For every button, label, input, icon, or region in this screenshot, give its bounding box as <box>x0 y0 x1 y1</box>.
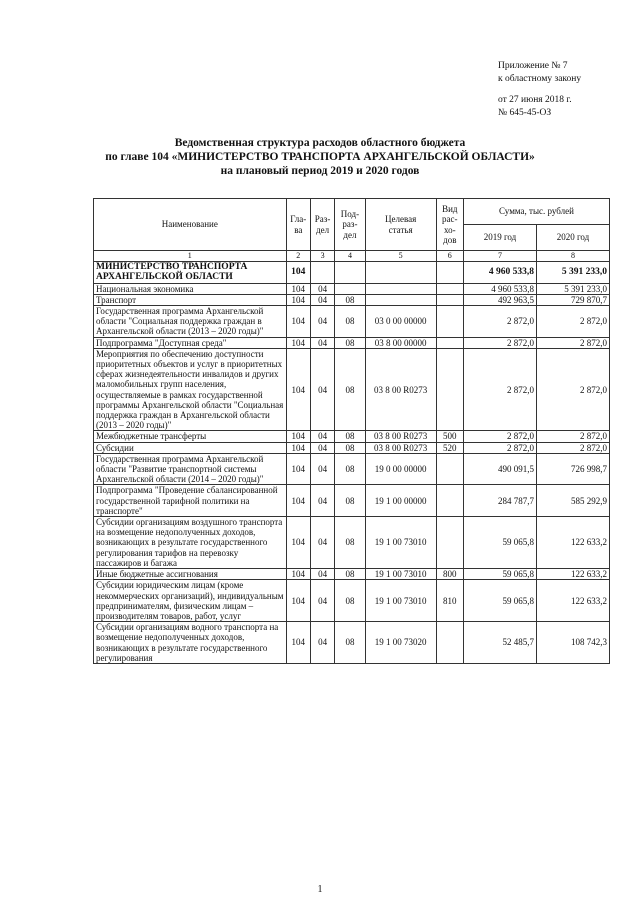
cell-glava: 104 <box>286 453 310 485</box>
cell-target: 03 8 00 R0273 <box>365 431 436 442</box>
cell-podrazdel: 08 <box>335 580 365 622</box>
header-podrazdel: Под- раз- дел <box>335 199 365 251</box>
cell-razdel <box>310 262 334 283</box>
cell-glava: 104 <box>286 580 310 622</box>
header-2020: 2020 год <box>536 225 609 251</box>
cell-glava: 104 <box>286 337 310 348</box>
index-cell: 5 <box>365 251 436 262</box>
cell-name: Подпрограмма "Проведение сбалансированной государственной тарифной политики на транспорте" <box>94 485 287 517</box>
table-row <box>94 337 610 348</box>
cell-name: Подпрограмма "Доступная среда" <box>94 337 287 348</box>
cell-razdel: 04 <box>310 485 334 517</box>
cell-name: Государственная программа Архангельской области "Социальная поддержка граждан в Архангельской области (2013 – 2020 годы)" <box>94 306 287 338</box>
header-2019: 2019 год <box>463 225 536 251</box>
cell-razdel: 04 <box>310 517 334 569</box>
cell-name: Государственная программа Архангельской области "Развитие транспортной системы Архангельской области (2014 – 2020 годы)" <box>94 453 287 485</box>
index-cell: 7 <box>463 251 536 262</box>
cell-y2020: 2 872,0 <box>536 431 609 442</box>
cell-vid <box>436 622 463 664</box>
cell-y2019: 59 065,8 <box>463 517 536 569</box>
header-sum: Сумма, тыс. рублей <box>463 199 609 225</box>
cell-name: Мероприятия по обеспечению доступности приоритетных объектов и услуг в приоритетных сферах жизнедеятельности инвалидов и других маломобильных групп населения, осуществляемые в рамках государственной программы Архангельской области "Социальная поддержка граждан в Архангельской области (2013 – 2020 годы)" <box>94 348 287 431</box>
cell-glava: 104 <box>286 517 310 569</box>
cell-vid <box>436 262 463 283</box>
title-line-2: по главе 104 «МИНИСТЕРСТВО ТРАНСПОРТА АРХАНГЕЛЬСКОЙ ОБЛАСТИ» <box>105 151 535 163</box>
document-title <box>0 136 640 178</box>
cell-podrazdel: 08 <box>335 485 365 517</box>
cell-y2019: 4 960 533,8 <box>463 283 536 294</box>
cell-vid: 520 <box>436 442 463 453</box>
cell-y2019: 2 872,0 <box>463 348 536 431</box>
table-row <box>94 262 610 283</box>
header-glava: Гла- ва <box>286 199 310 251</box>
cell-y2019: 52 485,7 <box>463 622 536 664</box>
title-line-1: Ведомственная структура расходов областного бюджета <box>174 137 466 149</box>
cell-razdel: 04 <box>310 442 334 453</box>
cell-glava: 104 <box>286 569 310 580</box>
cell-name: Межбюджетные трансферты <box>94 431 287 442</box>
header-name: Наименование <box>94 199 287 251</box>
cell-glava: 104 <box>286 442 310 453</box>
cell-podrazdel: 08 <box>335 622 365 664</box>
table-row <box>94 306 610 338</box>
cell-glava: 104 <box>286 306 310 338</box>
cell-name: Транспорт <box>94 294 287 305</box>
cell-target: 03 0 00 00000 <box>365 306 436 338</box>
cell-podrazdel: 08 <box>335 569 365 580</box>
cell-podrazdel: 08 <box>335 453 365 485</box>
cell-razdel: 04 <box>310 431 334 442</box>
cell-vid <box>436 453 463 485</box>
cell-name: МИНИСТЕРСТВО ТРАНСПОРТА АРХАНГЕЛЬСКОЙ ОБЛАСТИ <box>94 262 287 283</box>
table-row <box>94 580 610 622</box>
cell-target: 19 1 00 73010 <box>365 517 436 569</box>
cell-y2019: 59 065,8 <box>463 569 536 580</box>
index-cell: 6 <box>436 251 463 262</box>
cell-y2019: 492 963,5 <box>463 294 536 305</box>
cell-glava: 104 <box>286 485 310 517</box>
cell-name: Субсидии организациям водного транспорта на возмещение недополученных доходов, возникающих в результате государственного регулирования <box>94 622 287 664</box>
cell-y2020: 2 872,0 <box>536 306 609 338</box>
cell-podrazdel: 08 <box>335 337 365 348</box>
cell-podrazdel: 08 <box>335 306 365 338</box>
cell-podrazdel: 08 <box>335 442 365 453</box>
cell-target: 19 1 00 73010 <box>365 580 436 622</box>
cell-target: 03 8 00 00000 <box>365 337 436 348</box>
table-row <box>94 485 610 517</box>
cell-glava: 104 <box>286 294 310 305</box>
cell-vid <box>436 337 463 348</box>
cell-y2020: 122 633,2 <box>536 517 609 569</box>
cell-target: 19 0 00 00000 <box>365 453 436 485</box>
cell-y2019: 490 091,5 <box>463 453 536 485</box>
index-cell: 3 <box>310 251 334 262</box>
title-line-3: на плановый период 2019 и 2020 годов <box>220 165 420 177</box>
cell-target: 19 1 00 00000 <box>365 485 436 517</box>
table-row <box>94 622 610 664</box>
cell-glava: 104 <box>286 262 310 283</box>
cell-razdel: 04 <box>310 283 334 294</box>
cell-vid <box>436 294 463 305</box>
cell-podrazdel: 08 <box>335 517 365 569</box>
cell-target: 03 8 00 R0273 <box>365 348 436 431</box>
page-number: 1 <box>317 884 323 895</box>
cell-y2020: 108 742,3 <box>536 622 609 664</box>
cell-name: Национальная экономика <box>94 283 287 294</box>
cell-podrazdel: 08 <box>335 348 365 431</box>
table-row <box>94 294 610 305</box>
cell-y2020: 2 872,0 <box>536 442 609 453</box>
cell-y2019: 284 787,7 <box>463 485 536 517</box>
cell-glava: 104 <box>286 283 310 294</box>
table-row <box>94 283 610 294</box>
appendix-line-1: Приложение № 7 <box>498 61 568 71</box>
cell-glava: 104 <box>286 622 310 664</box>
cell-razdel: 04 <box>310 348 334 431</box>
cell-glava: 104 <box>286 431 310 442</box>
cell-y2020: 585 292,9 <box>536 485 609 517</box>
cell-target <box>365 294 436 305</box>
cell-vid <box>436 517 463 569</box>
cell-name: Субсидии организациям воздушного транспорта на возмещение недополученных доходов, возникающих в результате государственного регулирования тарифов на перевозку пассажиров и багажа <box>94 517 287 569</box>
cell-name: Иные бюджетные ассигнования <box>94 569 287 580</box>
cell-vid <box>436 283 463 294</box>
cell-razdel: 04 <box>310 294 334 305</box>
cell-name: Субсидии <box>94 442 287 453</box>
cell-vid: 500 <box>436 431 463 442</box>
header-razdel: Раз- дел <box>310 199 334 251</box>
table-row <box>94 517 610 569</box>
cell-target <box>365 283 436 294</box>
cell-y2020: 729 870,7 <box>536 294 609 305</box>
cell-y2019: 59 065,8 <box>463 580 536 622</box>
cell-podrazdel: 08 <box>335 294 365 305</box>
cell-vid <box>436 306 463 338</box>
cell-target: 19 1 00 73010 <box>365 569 436 580</box>
cell-podrazdel <box>335 262 365 283</box>
cell-y2020: 122 633,2 <box>536 580 609 622</box>
table-row <box>94 569 610 580</box>
cell-y2020: 5 391 233,0 <box>536 262 609 283</box>
cell-razdel: 04 <box>310 569 334 580</box>
cell-y2019: 2 872,0 <box>463 306 536 338</box>
cell-y2020: 5 391 233,0 <box>536 283 609 294</box>
cell-vid <box>436 348 463 431</box>
cell-razdel: 04 <box>310 622 334 664</box>
cell-target: 03 8 00 R0273 <box>365 442 436 453</box>
cell-y2019: 2 872,0 <box>463 442 536 453</box>
budget-table <box>93 198 610 664</box>
appendix-line-3: от 27 июня 2018 г. <box>498 95 572 105</box>
cell-vid: 810 <box>436 580 463 622</box>
index-cell: 4 <box>335 251 365 262</box>
cell-name: Субсидии юридическим лицам (кроме некоммерческих организаций), индивидуальным предпринимателям, физическим лицам – производителям товаров, работ, услуг <box>94 580 287 622</box>
header-target: Целевая статья <box>365 199 436 251</box>
appendix-block <box>498 60 581 119</box>
cell-podrazdel: 08 <box>335 431 365 442</box>
table-row <box>94 431 610 442</box>
column-index-row <box>94 251 610 262</box>
appendix-line-4: № 645-45-ОЗ <box>498 107 552 118</box>
table-row <box>94 453 610 485</box>
cell-glava: 104 <box>286 348 310 431</box>
table-row <box>94 442 610 453</box>
cell-razdel: 04 <box>310 453 334 485</box>
cell-razdel: 04 <box>310 580 334 622</box>
index-cell: 2 <box>286 251 310 262</box>
cell-target: 19 1 00 73020 <box>365 622 436 664</box>
cell-y2019: 4 960 533,8 <box>463 262 536 283</box>
cell-y2019: 2 872,0 <box>463 431 536 442</box>
cell-y2020: 726 998,7 <box>536 453 609 485</box>
index-cell: 8 <box>536 251 609 262</box>
cell-target <box>365 262 436 283</box>
cell-y2020: 122 633,2 <box>536 569 609 580</box>
cell-razdel: 04 <box>310 337 334 348</box>
header-vid: Вид рас- хо- дов <box>436 199 463 251</box>
index-cell: 1 <box>94 251 287 262</box>
cell-y2020: 2 872,0 <box>536 337 609 348</box>
appendix-line-2: к областному закону <box>498 73 582 84</box>
cell-razdel: 04 <box>310 306 334 338</box>
cell-y2019: 2 872,0 <box>463 337 536 348</box>
cell-vid <box>436 485 463 517</box>
cell-y2020: 2 872,0 <box>536 348 609 431</box>
cell-vid: 800 <box>436 569 463 580</box>
cell-podrazdel <box>335 283 365 294</box>
table-row <box>94 348 610 431</box>
